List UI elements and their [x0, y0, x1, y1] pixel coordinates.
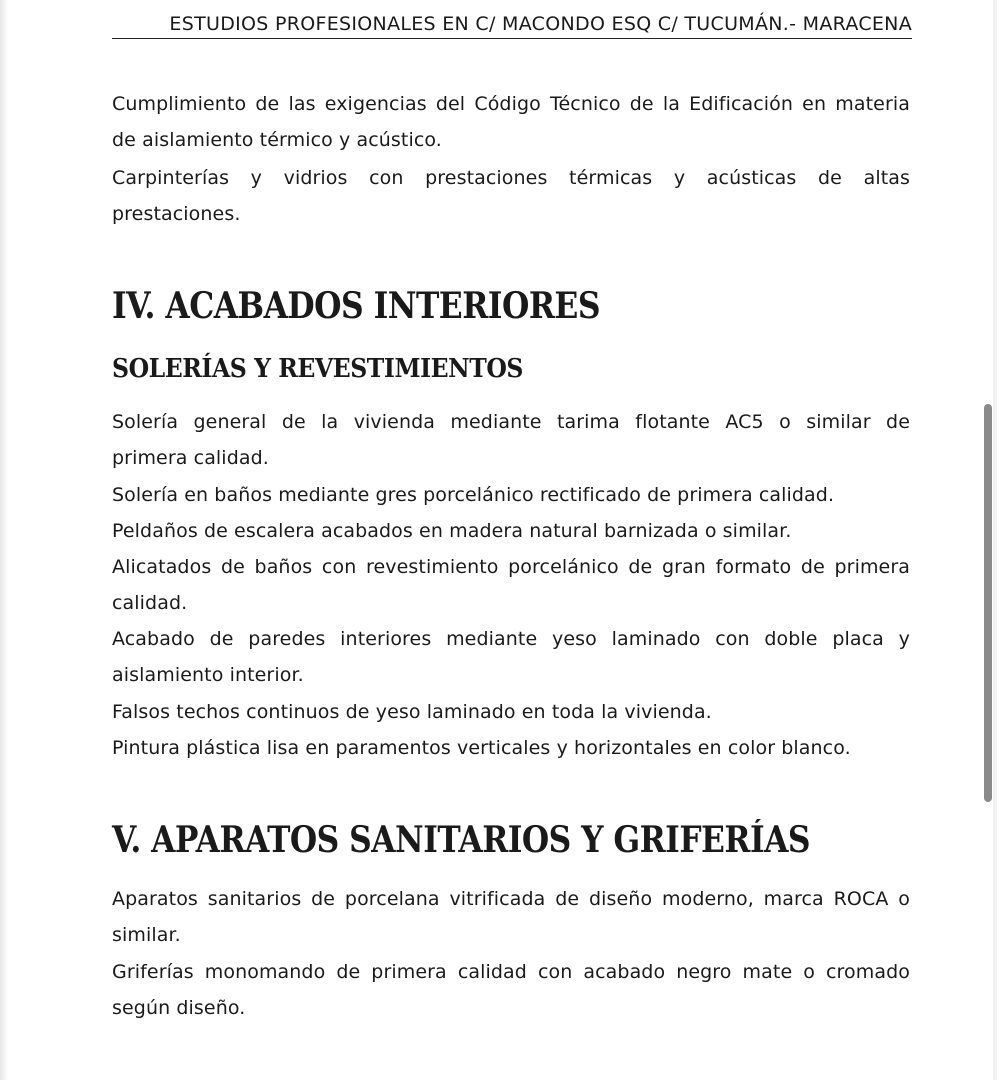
paragraph-carpentry: [112, 160, 910, 232]
text-line: Alicatados de baños con revestimiento porcelánico de gran formato de primera: [112, 556, 910, 578]
paragraph-alicatados: [112, 549, 910, 621]
text-line: según diseño.: [112, 997, 246, 1019]
text-line: Solería en baños mediante gres porcelánico rectificado de primera calidad.: [112, 484, 835, 506]
text-line: Acabado de paredes interiores mediante yeso laminado con doble placa y: [112, 628, 910, 650]
text-line: Solería general de la vivienda mediante tarima flotante AC5 o similar de: [112, 411, 910, 433]
text-line: de aislamiento térmico y acústico.: [112, 129, 442, 151]
text-line: Pintura plástica lisa en paramentos verticales y horizontales en color blanco.: [112, 737, 851, 759]
text-line: aislamiento interior.: [112, 664, 304, 686]
subsection-title-solerias: SOLERÍAS Y REVESTIMIENTOS: [112, 354, 523, 384]
paragraph-paredes: [112, 621, 910, 693]
paragraph-soleria-banos: [112, 477, 910, 513]
page-edge-shadow: [0, 0, 8, 1080]
text-line: Carpinterías y vidrios con prestaciones térmicas y acústicas de altas: [112, 167, 910, 189]
section-title-sanitarios: V. APARATOS SANITARIOS Y GRIFERÍAS: [112, 819, 810, 861]
paragraph-falsos-techos: [112, 694, 910, 730]
running-header: ESTUDIOS PROFESIONALES EN C/ MACONDO ESQ C/ TUCUMÁN.- MARACENA: [112, 10, 912, 39]
paragraph-griferias: [112, 954, 910, 1026]
page-edge-right: [993, 0, 997, 1080]
text-line: similar.: [112, 924, 181, 946]
text-line: prestaciones.: [112, 203, 241, 225]
section-title-acabados: IV. ACABADOS INTERIORES: [112, 285, 600, 327]
paragraph-thermal-acoustic: [112, 86, 910, 158]
text-line: calidad.: [112, 592, 188, 614]
paragraph-soleria-general: [112, 404, 910, 476]
paragraph-aparatos-sanitarios: [112, 881, 910, 953]
text-line: Peldaños de escalera acabados en madera natural barnizada o similar.: [112, 520, 792, 542]
text-line: Falsos techos continuos de yeso laminado en toda la vivienda.: [112, 701, 712, 723]
text-line: primera calidad.: [112, 447, 269, 469]
paragraph-pintura: [112, 730, 910, 766]
text-line: Cumplimiento de las exigencias del Código Técnico de la Edificación en materia: [112, 93, 910, 115]
scrollbar-thumb[interactable]: [984, 404, 992, 802]
text-line: Griferías monomando de primera calidad con acabado negro mate o cromado: [112, 961, 910, 983]
paragraph-peldanos: [112, 513, 910, 549]
text-line: Aparatos sanitarios de porcelana vitrificada de diseño moderno, marca ROCA o: [112, 888, 910, 910]
